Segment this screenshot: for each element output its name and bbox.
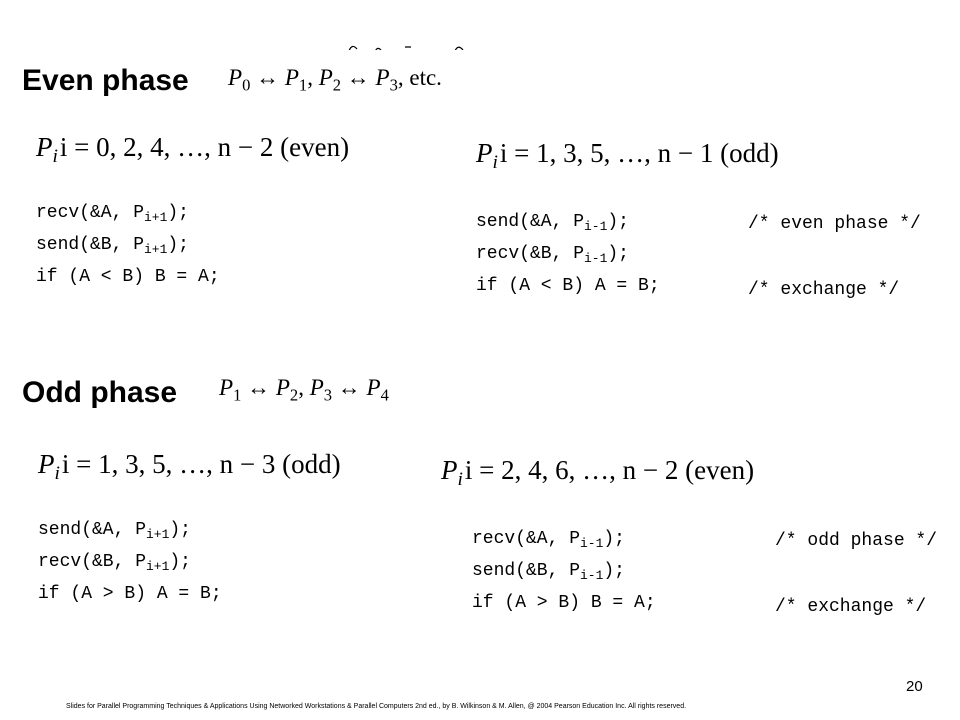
- page-number: 20: [906, 678, 923, 695]
- code-tail: );: [603, 561, 625, 581]
- code-line: [36, 236, 220, 268]
- proc-subscript: i: [492, 152, 498, 174]
- code-line: [38, 553, 222, 585]
- code-subscript: i+1: [146, 527, 170, 543]
- code-text: recv(&A, P: [36, 203, 145, 223]
- proc-subscript: 4: [380, 385, 389, 405]
- proc-label: P: [318, 65, 333, 90]
- odd-phase-heading: Odd phase: [22, 376, 178, 409]
- even-left-condition: [36, 134, 349, 167]
- code-line: [36, 268, 220, 300]
- proc-subscript: i: [54, 463, 60, 485]
- exchange-arrow: ↔: [337, 375, 361, 400]
- proc-label: P: [309, 375, 324, 400]
- code-text: if (A < B) A = B;: [476, 276, 660, 296]
- code-text: send(&B, P: [36, 235, 145, 255]
- proc-label: P: [228, 65, 243, 90]
- code-text: recv(&B, P: [38, 552, 147, 572]
- code-line: [38, 521, 222, 553]
- exchange-arrow: ↔: [247, 375, 271, 400]
- condition-text: i = 2, 4, 6, …, n − 2 (even): [464, 455, 755, 485]
- even-phase-comment: /* even phase */: [748, 214, 921, 234]
- proc-subscript: 0: [242, 75, 251, 95]
- code-text: if (A > B) A = B;: [38, 584, 222, 604]
- even-right-code: [476, 213, 660, 309]
- code-tail: );: [607, 244, 629, 264]
- proc-subscript: 3: [389, 75, 398, 95]
- code-text: send(&A, P: [476, 212, 585, 232]
- proc-label: P: [275, 375, 290, 400]
- exchange-arrow: ↔: [256, 65, 280, 90]
- code-tail: );: [607, 212, 629, 232]
- code-subscript: i+1: [146, 559, 170, 575]
- code-tail: );: [167, 203, 189, 223]
- code-subscript: i+1: [144, 210, 168, 226]
- copyright-footer: Slides for Parallel Programming Techniques & Applications Using Networked Workstations & Parallel Computers 2nd ed., by B. Wilkinson & M. Allen, @ 2004 Pearson Education Inc. All rights reserved.: [66, 703, 687, 710]
- proc-subscript: 2: [289, 385, 299, 405]
- cropped-text-fragment: [345, 40, 465, 50]
- code-subscript: i-1: [580, 536, 604, 552]
- condition-text: i = 1, 3, 5, …, n − 1 (odd): [499, 138, 779, 168]
- code-text: send(&A, P: [38, 520, 147, 540]
- code-subscript: i+1: [144, 242, 168, 258]
- code-subscript: i-1: [580, 568, 604, 584]
- proc-label: P: [36, 132, 53, 162]
- etc-text: etc.: [409, 65, 442, 90]
- proc-subscript: i: [52, 146, 58, 168]
- code-text: if (A < B) B = A;: [36, 267, 220, 287]
- code-subscript: i-1: [584, 251, 608, 267]
- exchange-arrow: ↔: [346, 65, 370, 90]
- condition-text: i = 0, 2, 4, …, n − 2 (even): [59, 132, 350, 162]
- code-line: [36, 204, 220, 236]
- even-left-code: [36, 204, 220, 300]
- proc-subscript: 3: [323, 385, 333, 405]
- code-tail: );: [169, 552, 191, 572]
- even-phase-heading: Even phase: [22, 64, 189, 97]
- proc-label: P: [375, 65, 390, 90]
- proc-label: P: [38, 449, 55, 479]
- code-line: [476, 245, 660, 277]
- even-phase-relation: [228, 66, 442, 94]
- proc-label: P: [284, 65, 299, 90]
- code-line: [472, 562, 656, 594]
- code-line: [472, 594, 656, 626]
- code-line: [472, 530, 656, 562]
- separator: ,: [307, 65, 313, 90]
- code-tail: );: [167, 235, 189, 255]
- code-text: if (A > B) B = A;: [472, 593, 656, 613]
- code-line: [476, 213, 660, 245]
- code-text: send(&B, P: [472, 561, 581, 581]
- code-line: [38, 585, 222, 617]
- proc-label: P: [476, 138, 493, 168]
- proc-label: P: [441, 455, 458, 485]
- odd-right-code: [472, 530, 656, 626]
- proc-subscript: 1: [233, 385, 242, 405]
- exchange-comment: /* exchange */: [748, 280, 900, 300]
- proc-subscript: i: [457, 469, 463, 491]
- code-subscript: i-1: [584, 219, 608, 235]
- code-tail: );: [169, 520, 191, 540]
- code-text: recv(&B, P: [476, 244, 585, 264]
- code-line: [476, 277, 660, 309]
- exchange-comment: /* exchange */: [775, 597, 927, 617]
- separator: ,: [397, 65, 404, 90]
- condition-text: i = 1, 3, 5, …, n − 3 (odd): [61, 449, 341, 479]
- odd-left-code: [38, 521, 222, 617]
- odd-phase-comment: /* odd phase */: [775, 531, 938, 551]
- even-right-condition: [476, 140, 779, 173]
- odd-right-condition: [441, 457, 754, 490]
- proc-label: P: [366, 375, 381, 400]
- odd-phase-relation: [219, 376, 389, 404]
- cropped-glyphs: [345, 43, 465, 50]
- separator: ,: [298, 375, 304, 400]
- proc-subscript: 1: [298, 75, 308, 95]
- code-text: recv(&A, P: [472, 529, 581, 549]
- proc-subscript: 2: [332, 75, 342, 95]
- code-tail: );: [603, 529, 625, 549]
- odd-left-condition: [38, 451, 341, 484]
- proc-label: P: [219, 375, 234, 400]
